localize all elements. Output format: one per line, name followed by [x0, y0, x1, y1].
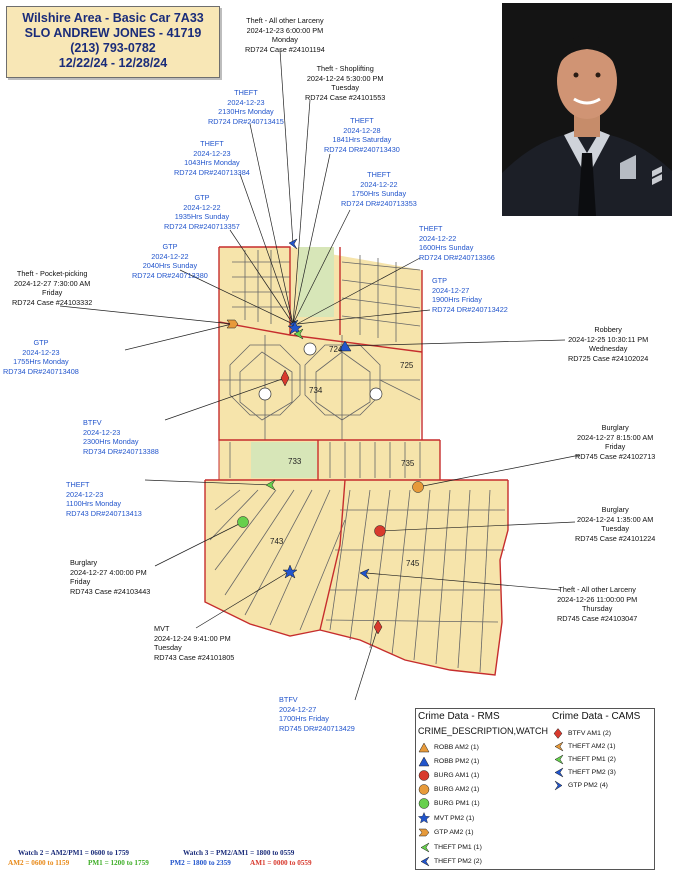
callout-burglary-1227-743: Burglary 2024-12-27 4:00:00 PM Friday RD743 Case #24103443 [70, 558, 151, 596]
map-legend [415, 708, 655, 870]
legend-item-theft-am2: THEFT AM2 (1) [552, 741, 615, 752]
park-north [298, 247, 334, 317]
callout-theft-1223b: THEFT 2024-12-23 1043Hrs Monday RD724 DR#240713384 [174, 139, 250, 177]
star-blue-icon [418, 812, 430, 824]
circle-orange-icon [418, 784, 430, 795]
legend-item-gtp-am2: GTP AM2 (1) [418, 827, 474, 838]
footer-am2: AM2 = 0600 to 1159 [8, 859, 70, 867]
chevron-green-icon [552, 754, 564, 765]
chevron-blue-icon [552, 767, 564, 778]
callout-gtp-1227: GTP 2024-12-27 1900Hrs Friday RD724 DR#240713422 [432, 276, 508, 314]
rd-label-745: 745 [406, 559, 420, 568]
legend-item-cams-theft-pm1: THEFT PM1 (2) [552, 754, 616, 765]
rd-label-733: 733 [288, 457, 302, 466]
callout-gtp-1223: GTP 2024-12-23 1755Hrs Monday RD734 DR#240713408 [3, 338, 79, 376]
legend-item-burg-am2: BURG AM2 (1) [418, 784, 479, 795]
legend-item-robb-am2: ROBB AM2 (1) [418, 742, 479, 753]
circle-green-icon [418, 798, 430, 809]
footer-pm1: PM1 = 1200 to 1759 [88, 859, 149, 867]
title-date-range: 12/22/24 - 12/28/24 [58, 56, 168, 70]
chevron-orange-icon [418, 827, 430, 838]
callout-pocket-picking: Theft - Pocket-picking 2024-12-27 7:30:00 AM Friday RD724 Case #24103332 [12, 269, 93, 307]
rd-label-743: 743 [270, 537, 284, 546]
callout-gtp-1222a: GTP 2024-12-22 1935Hrs Sunday RD724 DR#240713357 [164, 193, 240, 231]
callout-burglary-1227-745: Burglary 2024-12-27 8:15:00 AM Friday RD745 Case #24102713 [575, 423, 656, 461]
rd-label-734: 734 [309, 386, 323, 395]
legend-rms-title: Crime Data - RMS [418, 711, 500, 722]
callout-gtp-1222b: GTP 2024-12-22 2040Hrs Sunday RD724 DR#240713380 [132, 242, 208, 280]
callout-theft-1223a: THEFT 2024-12-23 2130Hrs Monday RD724 DR#240713415 [208, 88, 284, 126]
legend-item-btfv-am1: BTFV AM1 (2) [552, 728, 611, 739]
legend-item-burg-am1: BURG AM1 (1) [418, 770, 479, 781]
burg-am2-marker [413, 482, 424, 493]
callout-burglary-1224: Burglary 2024-12-24 1:35:00 AM Tuesday RD745 Case #24101224 [575, 505, 656, 543]
callout-theft-743: THEFT 2024-12-23 1100Hrs Monday RD743 DR#240713413 [66, 480, 142, 518]
rd-label-725: 725 [400, 361, 414, 370]
callout-shoplifting: Theft - Shoplifting 2024-12-24 5:30:00 PM Tuesday RD724 Case #24101553 [305, 64, 386, 102]
chevron-blue-icon [552, 780, 564, 791]
chevron-orange-icon [552, 741, 564, 752]
triangle-orange-icon [418, 742, 430, 753]
callout-btfv-1227: BTFV 2024-12-27 1700Hrs Friday RD745 DR#240713429 [279, 695, 355, 733]
circle-red-icon [418, 770, 430, 781]
callout-theft-1228: THEFT 2024-12-28 1841Hrs Saturday RD724 DR#240713430 [324, 116, 400, 154]
legend-item-theft-pm1: THEFT PM1 (1) [418, 842, 482, 853]
callout-robbery: Robbery 2024-12-25 10:30:11 PM Wednesday RD725 Case #24102024 [568, 325, 649, 363]
rd-label-724: 724 [329, 345, 343, 354]
legend-item-mvt-pm2: MVT PM2 (1) [418, 812, 474, 824]
chevron-green-icon [418, 842, 430, 853]
footer-watch2: Watch 2 = AM2/PM1 = 0600 to 1759 [18, 849, 130, 857]
burg-am1-marker [375, 526, 386, 537]
legend-item-burg-pm1: BURG PM1 (1) [418, 798, 480, 809]
callout-btfv-1223: BTFV 2024-12-23 2300Hrs Monday RD734 DR#240713388 [83, 418, 159, 456]
rd-743-745-area [205, 480, 508, 675]
title-phone: (213) 793-0782 [70, 41, 156, 55]
legend-item-robb-pm2: ROBB PM2 (1) [418, 756, 479, 767]
legend-item-cams-theft-pm2: THEFT PM2 (3) [552, 767, 616, 778]
legend-item-gtp-pm2: GTP PM2 (4) [552, 780, 608, 791]
diamond-red-icon [552, 728, 564, 739]
callout-larceny-1223: Theft - All other Larceny 2024-12-23 6:00:00 PM Monday RD724 Case #24101194 [245, 16, 325, 54]
footer-watch3: Watch 3 = PM2/AM1 = 1800 to 0559 [183, 849, 295, 857]
legend-rms-subtitle: CRIME_DESCRIPTION,WATCH [418, 726, 549, 736]
callout-mvt: MVT 2024-12-24 9:41:00 PM Tuesday RD743 Case #24101805 [154, 624, 235, 662]
callout-theft-1222a: THEFT 2024-12-22 1750Hrs Sunday RD724 DR#240713353 [341, 170, 417, 208]
title-officer: SLO ANDREW JONES - 41719 [24, 26, 202, 40]
title-area-car: Wilshire Area - Basic Car 7A33 [22, 11, 204, 25]
rd-label-735: 735 [401, 459, 415, 468]
park-733 [251, 442, 317, 478]
chevron-blue-icon [418, 856, 430, 867]
footer-pm2: PM2 = 1800 to 2359 [170, 859, 231, 867]
legend-cams-title: Crime Data - CAMS [552, 711, 641, 722]
triangle-blue-icon [418, 756, 430, 767]
footer-am1: AM1 = 0000 to 0559 [250, 859, 312, 867]
legend-item-theft-pm2: THEFT PM2 (2) [418, 856, 482, 867]
burg-pm1-marker [238, 517, 249, 528]
callout-theft-1222b: THEFT 2024-12-22 1600Hrs Sunday RD724 DR#240713366 [419, 224, 495, 262]
callout-larceny-1226: Theft - All other Larceny 2024-12-26 11:00:00 PM Thursday RD745 Case #24103047 [557, 585, 638, 623]
